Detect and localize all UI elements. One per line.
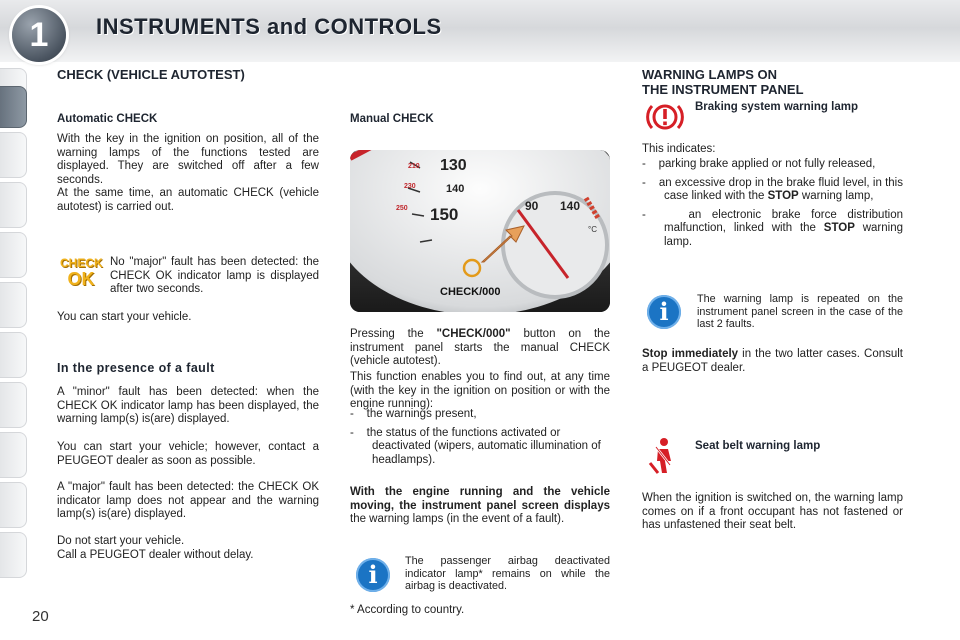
- check-list-item-text: the status of the functions activated or deactivated (wipers, automatic illumination of headlamps).: [366, 426, 601, 466]
- side-tab[interactable]: [0, 182, 27, 228]
- major-fault-note: No "major" fault has been detected: the CHECK OK indicator lamp is displayed after two seconds.: [110, 256, 319, 295]
- check-ok-icon-top: CHECK: [60, 256, 103, 270]
- indicates-text: This indicates:: [642, 143, 716, 155]
- side-tab[interactable]: [0, 432, 27, 478]
- gauge-label-210: 210: [408, 163, 420, 170]
- chapter-number-badge: 1: [12, 8, 66, 62]
- brake-warning-icon: [646, 100, 684, 134]
- brake-list: [642, 153, 903, 249]
- enables-paragraph: This function enables you to find out, at any time (with the key in the ignition on position or with the engine running):: [350, 371, 610, 410]
- repeat-warning-note: The warning lamp is repeated on the instrument panel screen in the case of the last 2 faults.: [697, 293, 903, 330]
- check-ok-icon-bottom: OK: [67, 269, 95, 289]
- side-tab[interactable]: [0, 232, 27, 278]
- check-button-label: CHECK/000: [440, 286, 501, 298]
- gauge-label-140-temp: 140: [560, 199, 581, 213]
- fault-paragraph-4: Do not start your vehicle.: [57, 535, 185, 547]
- stop-post: in the two latter cases. Consult a PEUGEOT dealer.: [642, 348, 904, 374]
- gauge-label-90: 90: [525, 199, 539, 213]
- brake-list-item-post: warning lamp,: [801, 190, 874, 202]
- info-icon: i: [647, 295, 681, 329]
- press-post: button on the instrument panel starts the manual CHECK (vehicle autotest).: [350, 328, 610, 367]
- check-ok-icon: [60, 256, 102, 292]
- brake-list-item-text: an electronic brake force distribution malfunction, linked with the: [664, 208, 903, 234]
- gauge-temp-unit: °C: [588, 225, 597, 234]
- footnote: * According to country.: [350, 604, 465, 616]
- instrument-cluster-photo: [350, 150, 610, 312]
- check-list-item-text: the warnings present,: [366, 408, 477, 420]
- brake-list-item-post: warning lamp.: [664, 222, 903, 248]
- fault-paragraph-3: A "major" fault has been detected: the CHECK OK indicator lamp does not appear and the warning lamp(s) is(are) displayed.: [57, 481, 319, 520]
- gauge-label-230: 230: [404, 183, 416, 190]
- fault-paragraph-5: Call a PEUGEOT dealer without delay.: [57, 549, 254, 561]
- side-tab[interactable]: [0, 532, 27, 578]
- side-tab[interactable]: [0, 282, 27, 328]
- brake-list-item: - an excessive drop in the brake fluid level, in this case linked with the STOP warning lamp,: [642, 176, 903, 202]
- press-check-paragraph: [350, 328, 610, 369]
- warning-lamps-title-line2: THE INSTRUMENT PANEL: [642, 82, 804, 97]
- info-icon: i: [356, 558, 390, 592]
- side-tab-active[interactable]: [0, 86, 27, 128]
- auto-check-paragraph-2: At the same time, an automatic CHECK (vehicle autotest) is carried out.: [57, 187, 319, 213]
- check-list-item: - the warnings present,: [350, 408, 477, 420]
- engine-running-paragraph: [350, 486, 610, 527]
- check-list: [350, 403, 610, 467]
- gauge-label-250: 250: [396, 205, 408, 212]
- gauge-label-150: 150: [430, 205, 459, 224]
- side-tab[interactable]: [0, 382, 27, 428]
- page-number: 20: [32, 608, 49, 625]
- press-bold: "CHECK/000": [436, 328, 511, 340]
- auto-check-heading: Automatic CHECK: [57, 113, 158, 125]
- engine-bold: With the engine running and the vehicle moving, the instrument panel screen displays: [350, 486, 610, 512]
- seatbelt-warning-icon: [648, 437, 678, 475]
- auto-check-paragraph-1: With the key in the ignition on position, all of the warning lamps of the functions tested are displayed. They are switched off after a few seconds.: [57, 133, 319, 186]
- manual-check-heading: Manual CHECK: [350, 113, 434, 125]
- instrument-cluster-drawing: [350, 150, 610, 312]
- fault-paragraph-2: You can start your vehicle; however, contact a PEUGEOT dealer as soon as possible.: [57, 441, 319, 467]
- brake-list-item: - parking brake applied or not fully released,: [642, 158, 876, 170]
- section-title-check: CHECK (VEHICLE AUTOTEST): [57, 67, 245, 82]
- gauge-label-130: 130: [440, 157, 467, 174]
- fault-heading: In the presence of a fault: [57, 361, 215, 375]
- brake-list-item-bold: STOP: [823, 222, 855, 234]
- stop-bold: Stop immediately: [642, 348, 739, 360]
- engine-post: the warning lamps (in the event of a fault).: [350, 513, 565, 525]
- warning-lamps-title-line1: WARNING LAMPS ON: [642, 67, 778, 82]
- side-tab[interactable]: [0, 482, 27, 528]
- brake-heading: Braking system warning lamp: [695, 101, 858, 113]
- brake-list-item-text: parking brake applied or not fully released,: [658, 158, 876, 170]
- side-tab[interactable]: [0, 332, 27, 378]
- brake-list-item: - an electronic brake force distribution malfunction, linked with the STOP warning lamp.: [642, 208, 903, 248]
- brake-list-item-bold: STOP: [767, 190, 799, 202]
- chapter-title: INSTRUMENTS and CONTROLS: [96, 14, 442, 39]
- stop-immediately-paragraph: [642, 348, 903, 375]
- brake-list-item-text: an excessive drop in the brake fluid level, in this case linked with the: [658, 176, 903, 202]
- side-tab[interactable]: [0, 132, 27, 178]
- gauge-label-140: 140: [446, 183, 465, 195]
- start-vehicle-text: You can start your vehicle.: [57, 311, 192, 323]
- airbag-note: The passenger airbag deactivated indicator lamp* remains on while the airbag is deactivated.: [405, 555, 610, 592]
- check-list-item: - the status of the functions activated or deactivated (wipers, automatic illumination of headlamps).: [350, 426, 601, 466]
- press-pre: Pressing the: [350, 328, 424, 340]
- seatbelt-heading: Seat belt warning lamp: [695, 440, 821, 452]
- fault-paragraph-1: A "minor" fault has been detected: when the CHECK OK indicator lamp has been displayed, the warning lamp(s) is(are) displayed.: [57, 386, 319, 425]
- seatbelt-paragraph: When the ignition is switched on, the warning lamp comes on if a front occupant has not fastened or has unfastened their seat belt.: [642, 492, 903, 531]
